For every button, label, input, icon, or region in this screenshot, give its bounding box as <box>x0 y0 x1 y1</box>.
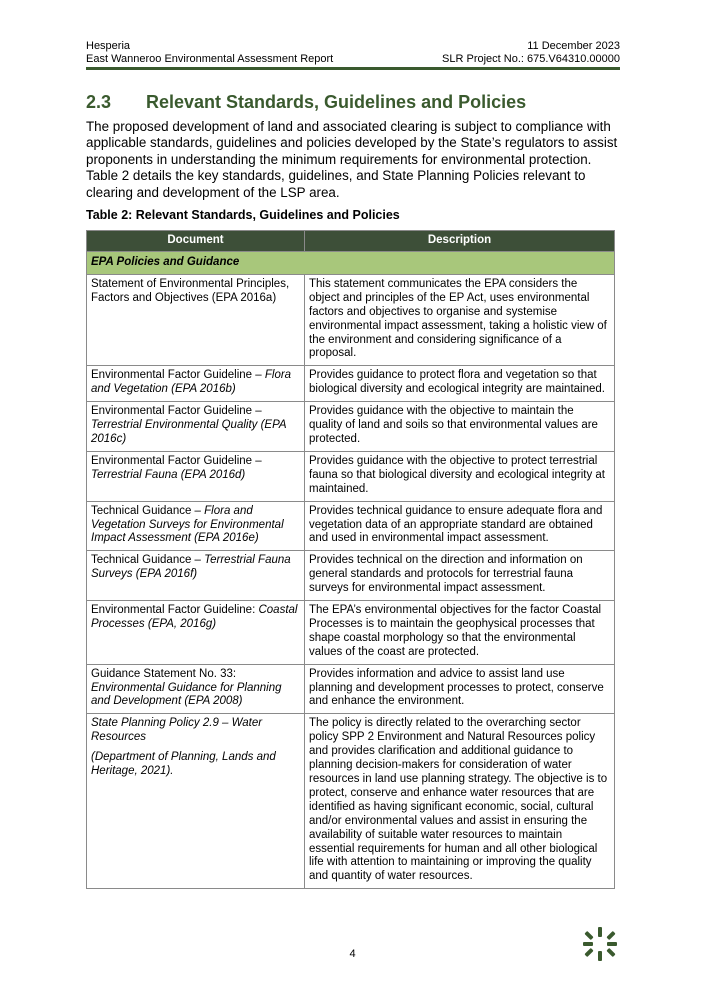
description-cell: Provides technical on the direction and information on general standards and protocols for terrestrial fauna surveys for environmental impact assessment. <box>305 551 615 601</box>
header-divider <box>86 67 620 70</box>
table-row <box>87 451 615 501</box>
document-cell <box>87 366 305 402</box>
document-italic-text: State Planning Policy 2.9 – Water Resources <box>91 717 263 744</box>
document-text: Environmental Factor Guideline – <box>91 405 262 418</box>
description-cell: Provides guidance with the objective to maintain the quality of land and soils so that environmental values are protected. <box>305 402 615 452</box>
document-cell <box>87 551 305 601</box>
description-cell: Provides guidance with the objective to protect terrestrial fauna so that biological diversity and ecological integrity at maintained. <box>305 451 615 501</box>
document-text: Environmental Factor Guideline – <box>91 454 262 467</box>
document-text: Statement of Environmental Principles, Factors and Objectives (EPA 2016a) <box>91 277 290 304</box>
column-header-description: Description <box>305 231 615 252</box>
document-italic-text: Flora and Vegetation (EPA 2016b) <box>91 369 292 396</box>
document-italic-text: Environmental Guidance for Planning and Development (EPA 2008) <box>91 681 282 708</box>
table-row <box>87 402 615 452</box>
document-text: Guidance Statement No. 33: <box>91 667 237 680</box>
document-italic-text: Terrestrial Fauna (EPA 2016d) <box>91 468 246 481</box>
header-client: Hesperia <box>86 40 131 52</box>
table-row <box>87 551 615 601</box>
document-cell <box>87 402 305 452</box>
document-italic-text: Coastal Processes (EPA, 2016g) <box>91 604 298 630</box>
document-italic-text: Terrestrial Fauna Surveys (EPA 2016f) <box>91 554 291 581</box>
document-cell <box>87 274 305 365</box>
document-cell <box>87 714 305 889</box>
document-cell <box>87 601 305 665</box>
description-cell: The policy is directly related to the overarching sector policy SPP 2 Environment and Natural Resources policy and provides clarification and additional guidance to planning decision-makers for consideration of water resources in land use planning strategy. The objective is to protect, conserve and enhance water resources that are identified as having significant economic, social, cultural and/or environmental values and assist in ensuring the availability of suitable water resources to maintain essential requirements for human and all other biological life with attention to maintaining or improving the quality and quantity of water resources. <box>305 714 615 889</box>
header-date: 11 December 2023 <box>527 40 620 52</box>
page-header <box>86 40 620 66</box>
intro-paragraph: The proposed development of land and associated clearing is subject to compliance with applicable standards, guidelines and policies developed by the State’s regulators to assist proponents in understanding the minimum requirements for environmental protection. Table 2 details the key standards, guidelines, and State Planning Policies relevant to clearing and development of the LSP area. <box>86 119 618 200</box>
section-title: Relevant Standards, Guidelines and Policies <box>146 92 527 112</box>
group-row <box>87 252 615 275</box>
header-project-number: SLR Project No.: 675.V64310.00000 <box>442 53 620 65</box>
document-cell <box>87 664 305 714</box>
document-italic-text: (Department of Planning, Lands and Heritage, 2021). <box>91 751 276 778</box>
document-text: Environmental Factor Guideline – <box>91 369 265 382</box>
section-heading <box>86 92 526 113</box>
description-cell: This statement communicates the EPA considers the object and principles of the EP Act, uses environmental factors and objectives to organise and systemise environmental impact assessment, taking a holistic view of the environment and considering significance of a proposal. <box>305 274 615 365</box>
table-caption: Table 2: Relevant Standards, Guidelines and Policies <box>86 208 400 222</box>
table-row <box>87 601 615 665</box>
page-number: 4 <box>349 948 356 960</box>
table-row <box>87 714 615 889</box>
section-number: 2.3 <box>86 92 112 112</box>
document-text: Technical Guidance – <box>91 504 205 517</box>
slr-logo-icon <box>582 926 618 962</box>
description-cell: The EPA’s environmental objectives for the factor Coastal Processes is to maintain the geophysical processes that shape coastal morphology so that the environmental values of the coast are protected. <box>305 601 615 665</box>
column-header-document: Document <box>87 231 305 252</box>
group-label: EPA Policies and Guidance <box>87 252 615 275</box>
description-cell: Provides information and advice to assist land use planning and development processes to protect, conserve and enhance the environment. <box>305 664 615 714</box>
document-text: Environmental Factor Guideline: <box>91 604 259 617</box>
table-row <box>87 664 615 714</box>
document-text: Technical Guidance – <box>91 554 205 567</box>
header-report-title: East Wanneroo Environmental Assessment Report <box>86 53 334 65</box>
table-header-row <box>87 231 615 252</box>
description-cell: Provides guidance to protect flora and vegetation so that biological diversity and ecological integrity are maintained. <box>305 366 615 402</box>
table-row <box>87 274 615 365</box>
document-italic-text: Flora and Vegetation Surveys for Environmental Impact Assessment (EPA 2016e) <box>91 504 284 545</box>
table-row <box>87 501 615 551</box>
document-cell <box>87 501 305 551</box>
table-row <box>87 366 615 402</box>
document-italic-text: Terrestrial Environmental Quality (EPA 2016c) <box>91 419 287 445</box>
standards-table <box>86 230 615 889</box>
document-cell <box>87 451 305 501</box>
description-cell: Provides technical guidance to ensure adequate flora and vegetation data of an appropriate standard are obtained and used in environmental impact assessment. <box>305 501 615 551</box>
